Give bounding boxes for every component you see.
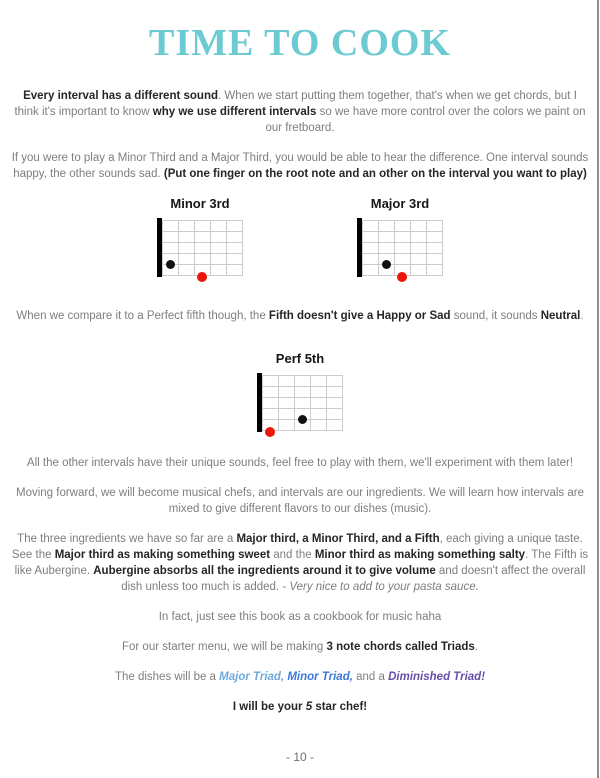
fret-line (410, 220, 411, 276)
fifth-diagram-row (0, 351, 600, 437)
fret-line (394, 220, 395, 276)
text-segment: . (580, 310, 584, 322)
page-title: TIME TO COOK (149, 22, 451, 64)
text-segment: Neutral (540, 310, 581, 322)
text-segment: Every interval has a different sound (23, 90, 218, 102)
string-line (362, 253, 442, 254)
cookbook-joke-paragraph (10, 609, 590, 625)
text-segment: The three ingredients we have so far are a (17, 533, 237, 545)
text-segment: Moving forward, we will become musical chefs, and intervals are our ingredients. We will learn how intervals are mixed to give different flavors to our dishes (music). (15, 487, 584, 515)
minor-3rd-label: Minor 3rd (170, 196, 230, 211)
thirds-comparison-paragraph (10, 150, 590, 182)
text-segment: For our starter menu, we will be making (121, 641, 327, 653)
minor-3rd-fretboard-diagram (157, 218, 243, 282)
text-segment: so we have more control over the colors we paint on our fretboard. (265, 106, 586, 134)
fifth-comparison-paragraph (10, 308, 590, 324)
string-line (362, 220, 442, 221)
dishes-paragraph (10, 669, 590, 685)
text-segment: When we compare it to a Perfect fifth though, the (16, 310, 269, 322)
text-segment: and a (352, 671, 389, 683)
musical-chefs-paragraph (10, 485, 590, 517)
text-segment: (Put one finger on the root note and an other on the interval you want to play) (163, 168, 587, 180)
root-note-dot (265, 427, 275, 437)
fret-line (426, 220, 427, 276)
string-line (162, 220, 242, 221)
fret-line (162, 220, 163, 276)
text-segment: 3 note chords called Triads (326, 641, 475, 653)
fret-line (262, 375, 263, 431)
string-line (362, 242, 442, 243)
interval-note-dot (298, 415, 307, 424)
text-segment: All the other intervals have their unique sounds, feel free to play with them, we'll experiment with them later! (26, 457, 574, 469)
fret-line (178, 220, 179, 276)
string-line (162, 242, 242, 243)
text-segment: The dishes will be a (114, 671, 220, 683)
perf-5th-fretboard-diagram (257, 373, 343, 437)
major-3rd-diagram-block (300, 196, 500, 282)
text-segment: . When we start putting them together, that's when we get chords, but I think it's important to know (14, 90, 577, 118)
text-segment: Major third, a Minor Third, and a Fifth (236, 533, 440, 545)
interval-note-dot (382, 260, 391, 269)
interval-note-dot (166, 260, 175, 269)
text-segment: star chef! (312, 701, 368, 713)
other-intervals-paragraph (10, 455, 590, 471)
perf-5th-label: Perf 5th (275, 351, 325, 366)
text-segment: why we use different intervals (152, 106, 317, 118)
minor-3rd-figure (100, 196, 300, 282)
fret-line (342, 375, 343, 431)
major-3rd-fretboard-diagram (357, 218, 443, 282)
fret-line (278, 375, 279, 431)
string-line (362, 231, 442, 232)
text-segment: Diminished Triad! (388, 671, 486, 683)
thirds-diagrams-row (0, 196, 600, 282)
ingredients-paragraph (10, 531, 590, 595)
fret-line (362, 220, 363, 276)
string-line (162, 231, 242, 232)
fret-line (326, 375, 327, 431)
perf-5th-figure (180, 351, 420, 437)
fret-line (210, 220, 211, 276)
text-segment: and the (270, 549, 315, 561)
text-segment: Major Triad, (219, 671, 285, 683)
text-segment: and doesn't affect the overall dish unless too much is added. - (121, 565, 586, 593)
string-line (362, 264, 442, 265)
page-number: - 10 - (285, 750, 314, 764)
text-segment: Minor third as making something salty (314, 549, 526, 561)
string-line (262, 397, 342, 398)
fret-line (294, 375, 295, 431)
fret-line (242, 220, 243, 276)
text-segment: Minor Triad, (287, 671, 353, 683)
text-segment: . The Fifth is like Aubergine. (14, 549, 589, 577)
string-line (262, 408, 342, 409)
root-note-dot (197, 272, 207, 282)
major-3rd-label: Major 3rd (370, 196, 430, 211)
text-segment: Fifth doesn't give a Happy or Sad (268, 310, 451, 322)
root-note-dot (397, 272, 407, 282)
fret-line (310, 375, 311, 431)
text-segment: Major third as making something sweet (54, 549, 271, 561)
text-segment: If you were to play a Minor Third and a Major Third, you would be able to hear the difference. One interval sounds happy, the other sounds sad. (11, 152, 589, 180)
text-segment: Very nice to add to your pasta sauce. (289, 581, 479, 593)
text-segment: 5 (305, 701, 313, 713)
major-3rd-figure (300, 196, 500, 282)
perf-5th-diagram-block (180, 351, 420, 437)
text-segment: In fact, just see this book as a cookbook for music haha (158, 611, 442, 623)
text-segment: . (474, 641, 478, 653)
text-segment: I will be your (232, 701, 306, 713)
text-segment: , each giving a unique taste. See the (11, 533, 583, 561)
fret-line (442, 220, 443, 276)
fret-line (378, 220, 379, 276)
string-line (262, 375, 342, 376)
string-line (262, 386, 342, 387)
string-line (162, 253, 242, 254)
text-segment: Aubergine absorbs all the ingredients around it to give volume (93, 565, 436, 577)
starter-menu-paragraph (10, 639, 590, 655)
page-edge-line (597, 0, 599, 778)
text-segment: sound, it sounds (450, 310, 541, 322)
chef-paragraph (10, 699, 590, 715)
fret-line (194, 220, 195, 276)
fret-line (226, 220, 227, 276)
minor-3rd-diagram-block (100, 196, 300, 282)
intro-paragraph (10, 88, 590, 136)
